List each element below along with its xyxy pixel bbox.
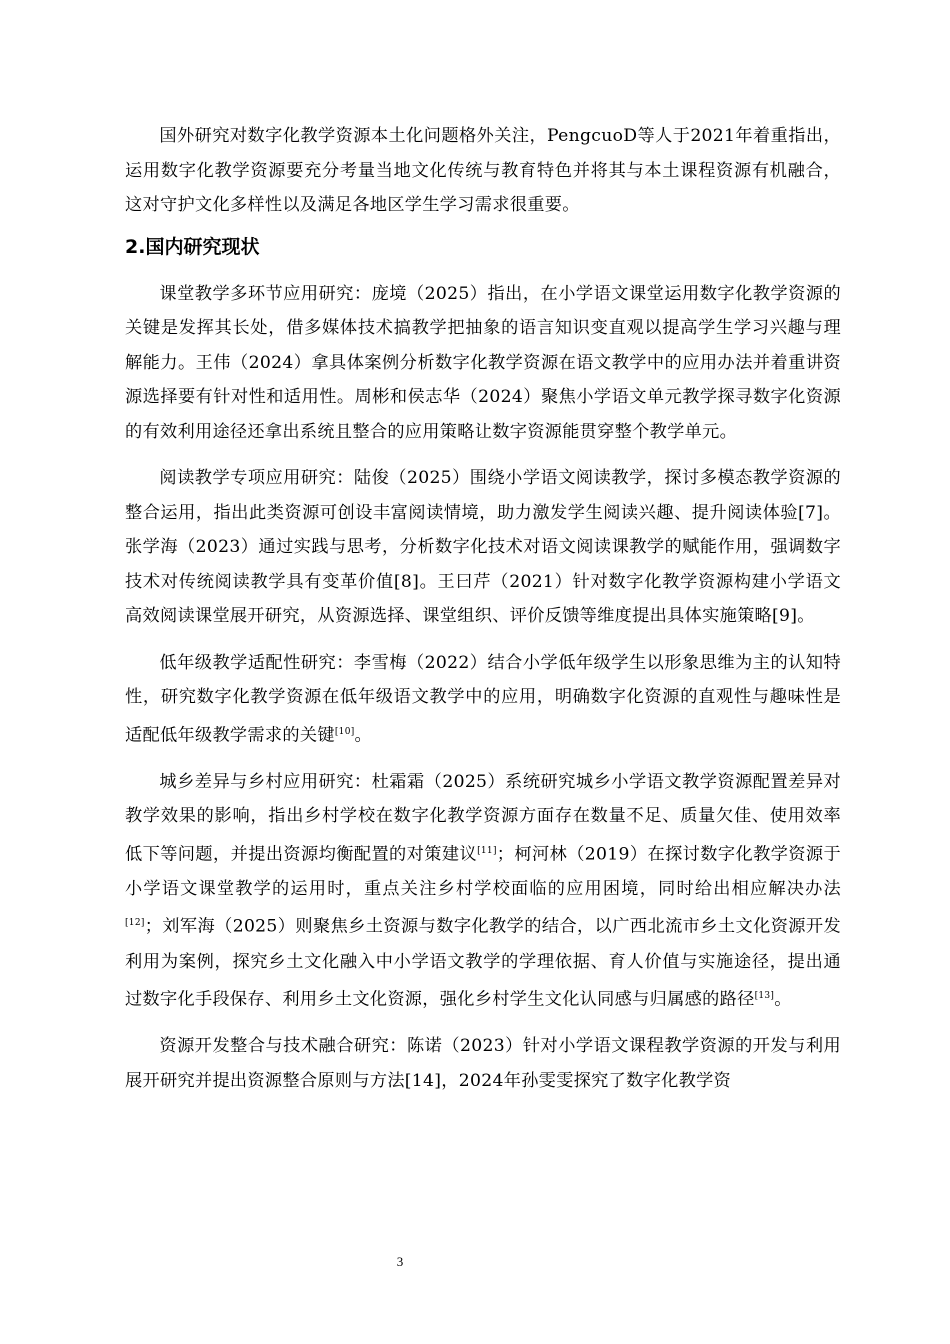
paragraph-text: 城乡差异与乡村应用研究：杜霜霜（2025）系统研究城乡小学语文教学资源配置差异对教学效果的影响，指出乡村学校在数字化教学资源方面存在数量不足、质量欠佳、使用效率低下等问题，并提出资源均衡配置的对策建议 <box>125 771 841 865</box>
paragraph-classroom-teaching: 课堂教学多环节应用研究：庞境（2025）指出，在小学语文课堂运用数字化教学资源的关键是发挥其长处，借多媒体技术搞教学把抽象的语言知识变直观以提高学生学习兴趣与理解能力。王伟（2024）拿具体案例分析数字化教学资源在语文教学中的应用办法并着重讲资源选择要有针对性和适用性。周彬和侯志华（2024）聚焦小学语文单元教学探寻数字化资源的有效利用途径还拿出系统且整合的应用策略让数字资源能贯穿整个教学单元。 <box>125 283 841 442</box>
paragraph-text: ；柯河林（2019）在探讨数字化教学资源于小学语文课堂教学的运用时，重点关注乡村学校面临的应用困境，同时给出相应解决办法 <box>125 844 841 899</box>
paragraph-urban-rural <box>125 765 841 1018</box>
page-number: 3 <box>396 1254 404 1269</box>
citation-superscript: [13] <box>754 991 775 1002</box>
paragraph-text: ；刘军海（2025）则聚焦乡土资源与数字化教学的结合，以广西北流市乡土文化资源开发利用为案例，探究乡土文化融入中小学语文教学的学理依据、育人价值与实施途径，提出通过数字化手段保存、利用乡土文化资源，强化乡村学生文化认同感与归属感的路径 <box>125 917 841 1010</box>
paragraph-resource-development: 资源开发整合与技术融合研究：陈诺（2023）针对小学语文课程教学资源的开发与利用展开研究并提出资源整合原则与方法[14]，2024年孙雯雯探究了数字化教学资 <box>125 1036 841 1091</box>
citation-superscript: [12] <box>125 918 145 929</box>
citation-superscript: [11] <box>477 845 497 856</box>
paragraph-text-end: 。 <box>774 989 792 1010</box>
paragraph-reading-teaching: 阅读教学专项应用研究：陆俊（2025）围绕小学语文阅读教学，探讨多模态教学资源的整合运用，指出此类资源可创设丰富阅读情境，助力激发学生阅读兴趣、提升阅读体验[7]。张学海（2023）通过实践与思考，分析数字化技术对语文阅读课教学的赋能作用，强调数字技术对传统阅读教学具有变革价值[8]。王曰芹（2021）针对数字化教学资源构建小学语文高效阅读课堂展开研究，从资源选择、课堂组织、评价反馈等维度提出具体实施策略[9]。 <box>125 468 841 626</box>
citation-superscript: [10] <box>334 726 355 737</box>
paragraph-localization: 国外研究对数字化教学资源本土化问题格外关注，PengcuoD等人于2021年着重指出，运用数字化教学资源要充分考量当地文化传统与教育特色并将其与本土课程资源有机融合，这对守护文化多样性以及满足各地区学生学习需求很重要。 <box>125 126 841 215</box>
section-heading: 2.国内研究现状 <box>125 235 260 258</box>
paragraph-text: 低年级教学适配性研究：李雪梅（2022）结合小学低年级学生以形象思维为主的认知特性，研究数字化教学资源在低年级语文教学中的应用，明确数字化资源的直观性与趣味性是适配低年级教学需求的关键 <box>125 652 841 746</box>
paragraph-text-end: 。 <box>354 725 373 746</box>
paragraph-low-grade <box>125 646 841 753</box>
page-content <box>125 119 841 1098</box>
